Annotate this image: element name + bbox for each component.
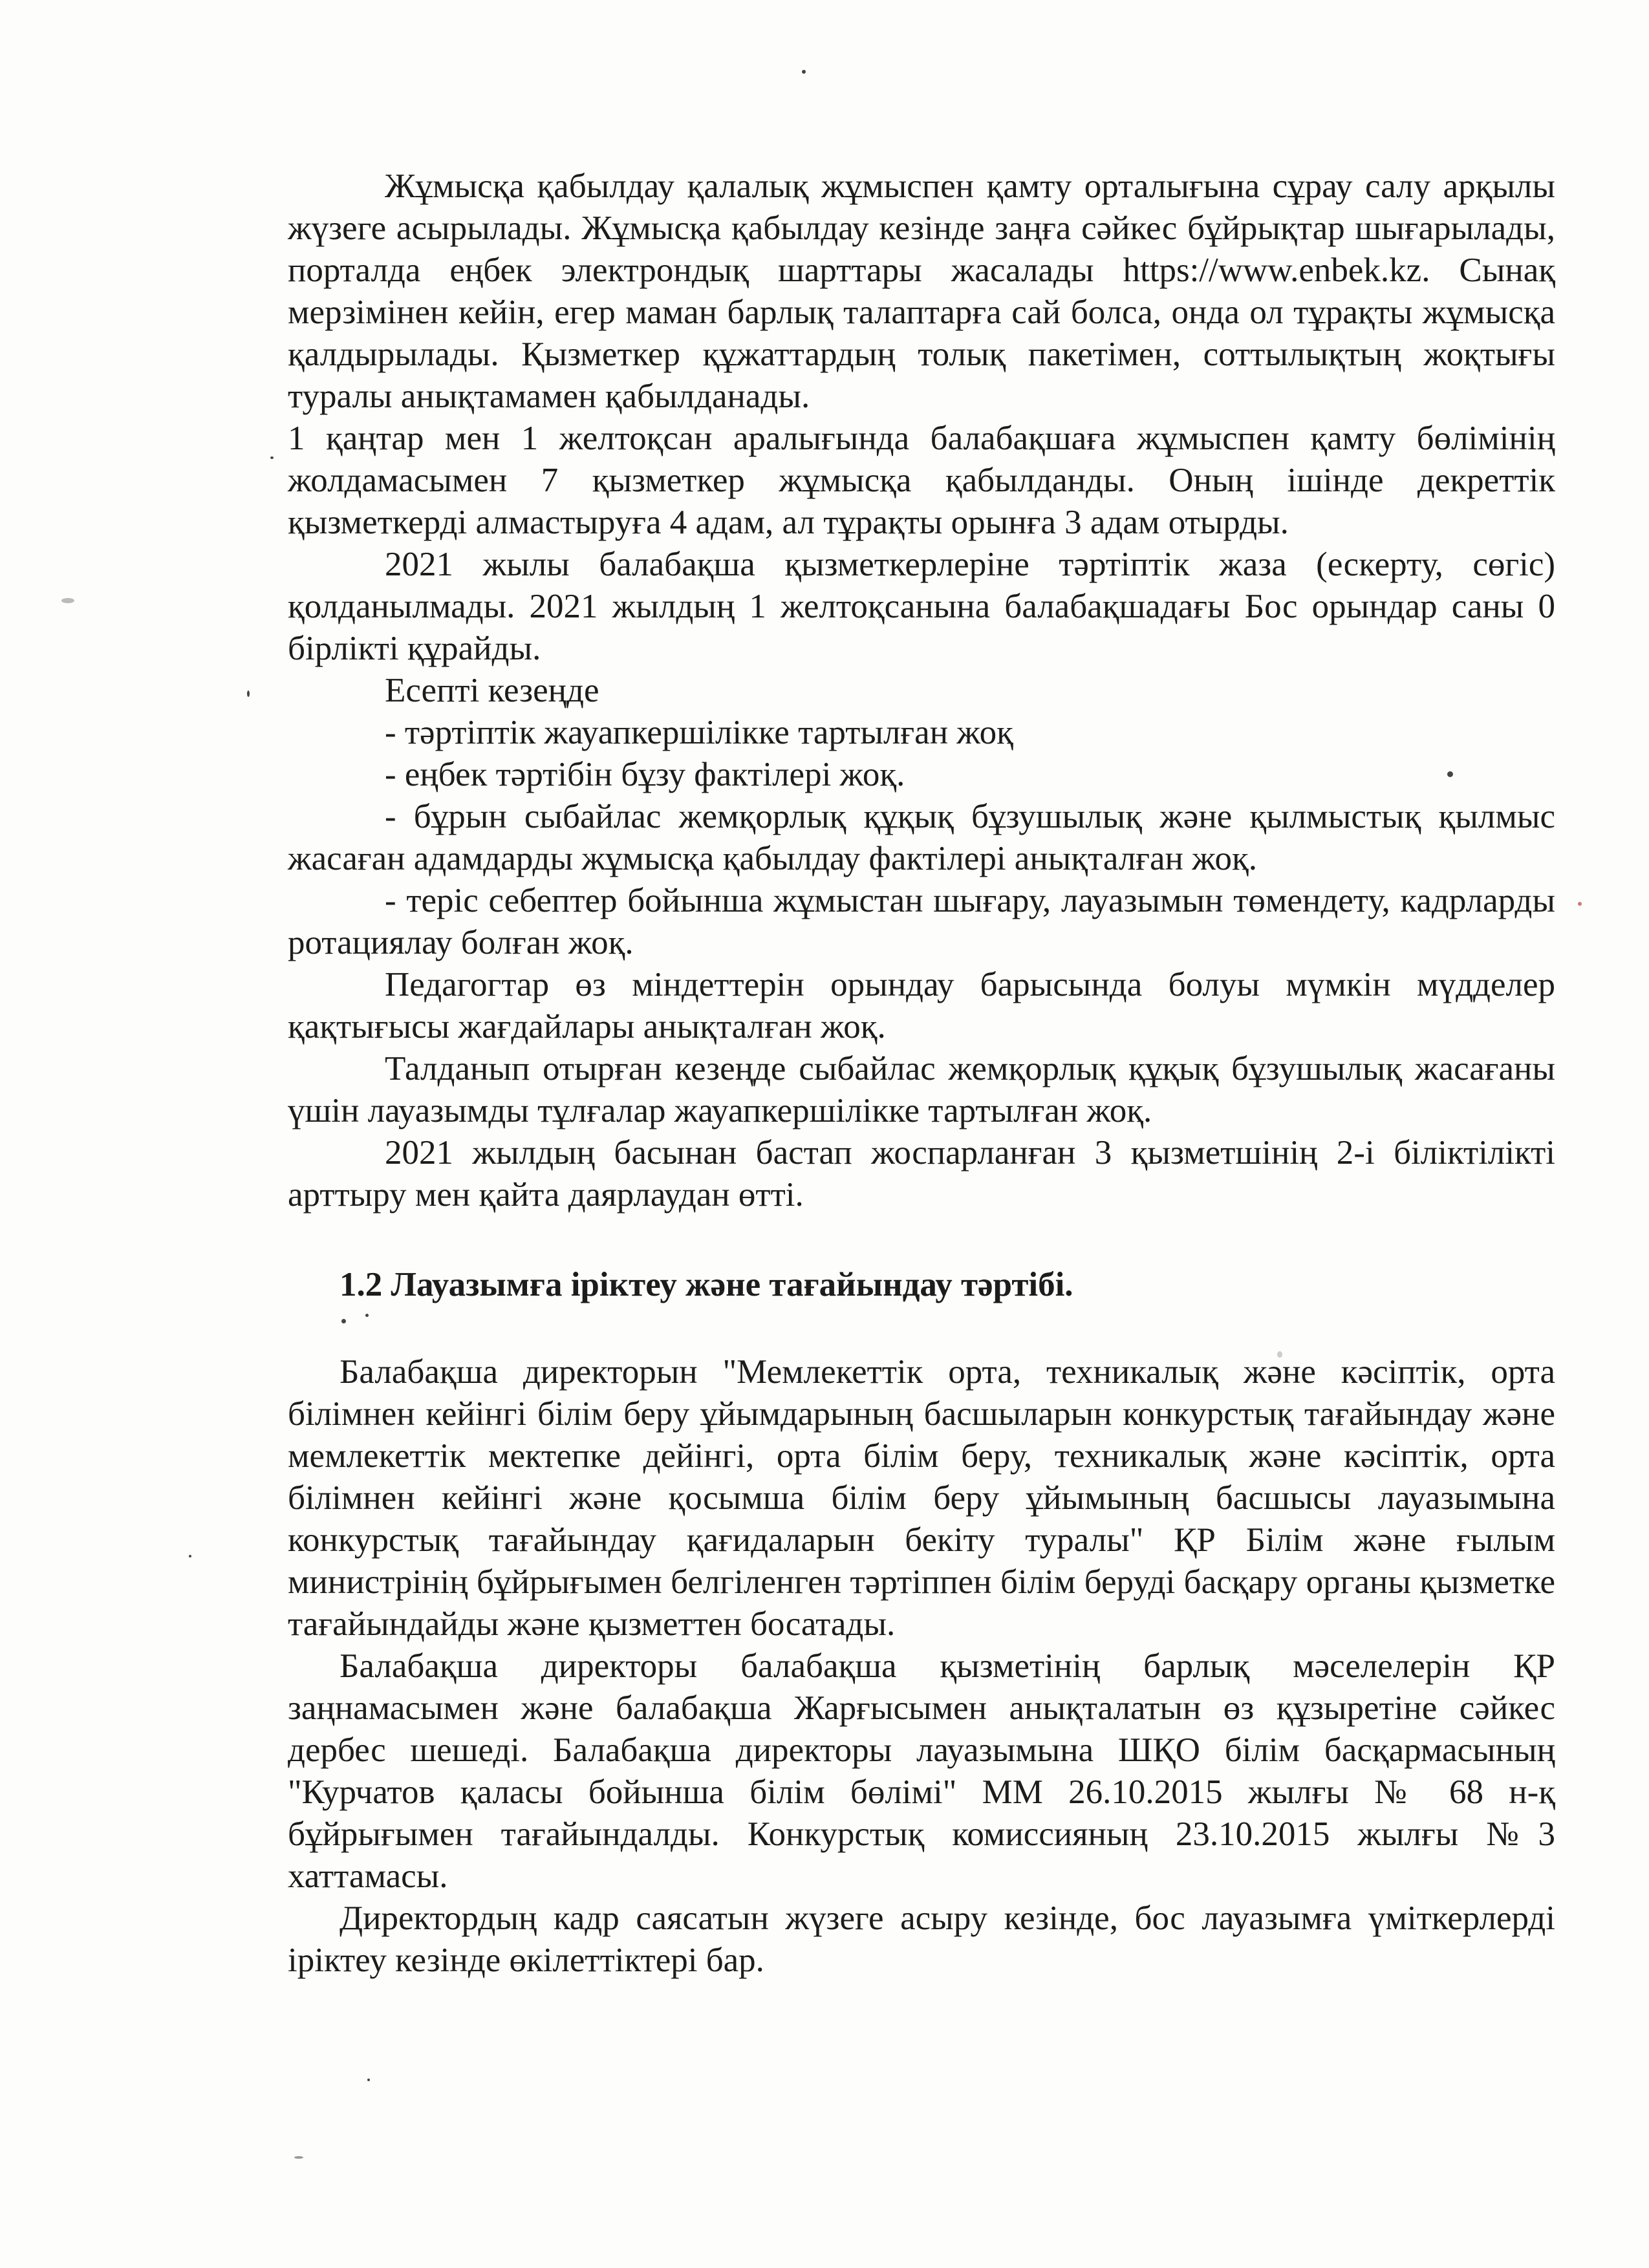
scan-speck [189, 1555, 191, 1557]
scan-speck [270, 456, 274, 459]
paragraph: Балабақша директорын "Мемлекеттік орта, техникалық және кәсіптік, орта білімнен кейінгі білім беру ұйымдарының басшыларын конкурстық тағайындау және мемлекеттік мектепке дейінгі, орта білім беру, техникалық және кәсіптік, орта білімнен кейінгі және қосымша білім беру ұйымының басшысы лауазымына конкурстық тағайындау қағидаларын бекіту туралы" ҚР Білім және ғылым министрінің бұйрығымен белгіленген тәртіппен білім беруді басқару органы қызметке тағайындайды және қызметтен босатады. [288, 1353, 1555, 1643]
paragraph: Балабақша директоры балабақша қызметінің барлық мәселелерін ҚР заңнамасымен және балабақша Жарғысымен анықталатын өз құзыретіне сәйкес дербес шешеді. Балабақша директоры лауазымына ШҚО білім басқармасының "Курчатов қаласы бойынша білім бөлімі" ММ 26.10.2015 жылғы № 68 н-қ бұйрығымен тағайындалды. Конкурстық комиссияның 23.10.2015 жылғы №3 хаттамасы. [288, 1647, 1555, 1895]
list [288, 712, 1555, 964]
scan-speck [802, 70, 806, 74]
paragraph: 1 қаңтар мен 1 желтоқсан аралығында балабақшаға жұмыспен қамту бөлімінің жолдамасымен 7 қызметкер жұмысқа қабылданды. Оның ішінде декреттік қызметкерді алмастыруға 4 адам, ал тұрақты орынға 3 адам отырды. [288, 420, 1555, 541]
paragraph: Талданып отырған кезеңде сыбайлас жемқорлық құқық бұзушылық жасағаны үшін лауазымды тұлғалар жауапкершілікке тартылған жоқ. [288, 1050, 1555, 1129]
paragraph: Есепті кезеңде [385, 672, 599, 709]
scan-speck [247, 690, 250, 697]
scan-speck [367, 2079, 370, 2081]
section-heading: 1.2 Лауазымға іріктеу және тағайындау тәртібі. [339, 1266, 1073, 1303]
list-item: - теріс себептер бойынша жұмыстан шығару, лауазымын төмендету, кадрларды ротациялау болған жоқ. [288, 882, 1555, 961]
scan-speck [61, 598, 74, 603]
paragraph: Директордың кадр саясатын жүзеге асыру кезінде, бос лауазымға үміткерлерді іріктеу кезінде өкілеттіктері бар. [288, 1899, 1555, 1979]
list-item: - тәртіптік жауапкершілікке тартылған жоқ [385, 714, 1013, 751]
paragraph: Педагогтар өз міндеттерін орындау барысында болуы мүмкін мүдделер қақтығысы жағдайлары анықталған жоқ. [288, 966, 1555, 1045]
paragraph: 2021 жылы балабақша қызметкерлеріне тәртіптік жаза (ескерту, сөгіс) қолданылмады. 2021 жылдың 1 желтоқсанына балабақшадағы Бос орындар саны 0 бірлікті құрайды. [288, 546, 1555, 667]
paragraph: Жұмысқа қабылдау қалалық жұмыспен қамту орталығына сұрау салу арқылы жүзеге асырылады. Жұмысқа қабылдау кезінде заңға сәйкес бұйрықтар шығарылады, порталда еңбек электрондық шарттары жасалады https://www.enbek.kz. Сынақ мерзімінен кейін, егер маман барлық талаптарға сай болса, онда ол тұрақты жұмысқа қалдырылады. Қызметкер құжаттардың толық пакетімен, соттылықтың жоқтығы туралы анықтамамен қабылданады. [288, 167, 1555, 415]
scan-speck [1578, 902, 1582, 906]
list-item: - еңбек тәртібін бұзу фактілері жоқ. [385, 756, 905, 793]
paragraph: 2021 жылдың басынан бастап жоспарланған 3 қызметшінің 2-і біліктілікті арттыру мен қайта даярлаудан өтті. [288, 1134, 1555, 1214]
scan-speck [294, 2156, 303, 2159]
document-body [288, 166, 1555, 1982]
list-item: - бұрын сыбайлас жемқорлық құқық бұзушылық және қылмыстық қылмыс жасаған адамдарды жұмысқа қабылдау фактілері анықталған жоқ. [288, 798, 1555, 877]
